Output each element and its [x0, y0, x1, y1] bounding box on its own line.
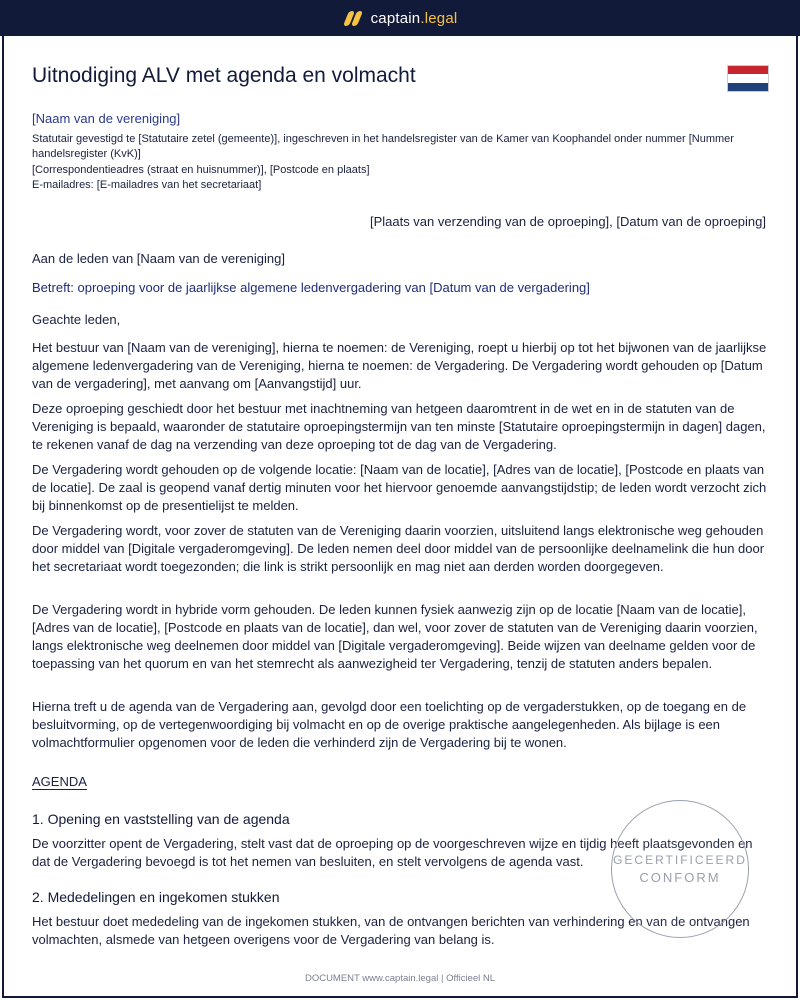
stamp-text: GECERTIFICEERD: [613, 853, 747, 867]
agenda-item-text: Het bestuur doet mededeling van de ingekomen stukken, van de ontvangen berichten van verhindering en van de ontvangen volmachten, alsmede van hetgeen overigens voor de Vergadering van belang is.: [32, 914, 750, 947]
netherlands-flag-icon: [727, 65, 769, 92]
association-registration-cont: handelsregister (KvK)]: [32, 148, 141, 160]
captain-logo-icon: [343, 10, 363, 26]
paragraph-location: De Vergadering wordt gehouden op de volgende locatie: [Naam van de locatie], [Adres van de locatie], [Postcode en plaats van de locatie]. De zaal is geopend vanaf dertig minuten voor het hiervoor genoemde aanvangstijdstip; de leden wordt verzocht zich bij binnenkomst op de presentielijst te melden.: [32, 462, 767, 513]
brand-name: captain.legal: [370, 9, 458, 27]
paragraph-electronic: De Vergadering wordt, voor zover de statuten van de Vereniging daarin voorzien, uitsluitend langs elektronische weg gehouden door middel van [Digitale vergaderomgeving]. De leden nemen deel door middel van de persoonlijke deelnamelink die hun door het secretariaat wordt toegezonden; die link is strikt persoonlijk en mag niet aan derden worden doorgegeven.: [32, 523, 765, 574]
association-address: [Correspondentieadres (straat en huisnummer)], [Postcode en plaats]: [32, 164, 370, 176]
association-name: [Naam van de vereniging]: [32, 111, 181, 126]
association-registration: Statutair gevestigd te [Statutaire zetel (gemeente)], ingeschreven in het handelsregister van de Kamer van Koophandel onder nummer [Nummer: [32, 133, 734, 145]
paragraph-convocation: Het bestuur van [Naam van de vereniging], hierna te noemen: de Vereniging, roept u hierbij op tot het bijwonen van de jaarlijkse algemene ledenvergadering van de Vereniging, hierna te noemen: de Vergadering. De Vergadering wordt gehouden op [Datum van de vergadering], met aanvang om [Aanvangstijd] uur.: [32, 340, 767, 391]
agenda-heading: AGENDA: [32, 774, 87, 789]
brand-header: [0, 0, 800, 36]
agenda-item-title: 1. Opening en vaststelling van de agenda: [32, 811, 290, 827]
footer: DOCUMENT www.captain.legal | Officieel NL: [304, 973, 496, 984]
agenda-item-title: 2. Mededelingen en ingekomen stukken: [32, 889, 280, 905]
paragraph-hybrid: De Vergadering wordt in hybride vorm gehouden. De leden kunnen fysiek aanwezig zijn op de locatie [Naam van de locatie], [Adres van de locatie], [Postcode en plaats van de locatie], dan wel, voor zover de statuten van de Vereniging daarin voorzien, langs elektronische weg deelnemen door middel van [Digitale vergaderomgeving]. Beide wijzen van deelname gelden voor de toepassing van het quorum en van het stemrecht als aanwezigheid ter Vergadering, tenzij de statuten anders bepalen.: [32, 602, 758, 671]
association-email: E-mailadres: [E-mailadres van het secretariaat]: [32, 179, 262, 191]
salutation: Geachte leden,: [32, 312, 121, 327]
document-title: Uitnodiging ALV met agenda en volmacht: [32, 64, 416, 87]
place-and-date: [Plaats van verzending van de oproeping], [Datum van de oproeping]: [369, 214, 766, 229]
stamp-text: CONFORM: [639, 870, 721, 885]
subject-line: Betreft: oproeping voor de jaarlijkse algemene ledenvergadering van [Datum van de vergadering]: [32, 280, 590, 295]
paragraph-agenda-intro: Hierna treft u de agenda van de Vergadering aan, gevolgd door een toelichting op de vergaderstukken, op de toegang en de besluitvorming, op de vertegenwoordiging bij volmacht en op de overige praktische aangelegenheden. Als bijlage is een volmachtformulier opgenomen voor de leden die verhinderd zijn de Vergadering bij te wonen.: [32, 699, 747, 750]
agenda-item-text: De voorzitter opent de Vergadering, stelt vast dat de oproeping op de voorgeschreven wijze en tijdig heeft plaatsgevonden en dat de Vergadering bevoegd is tot het nemen van besluiten, en stelt vervolgens de agenda vast.: [32, 836, 753, 869]
paragraph-notice-term: Deze oproeping geschiedt door het bestuur met inachtneming van hetgeen daaromtrent in de wet en in de statuten van de Vereniging is bepaald, waaronder de statutaire oproepingstermijn van ten minste [Statutaire oproepingstermijn in dagen] dagen, te rekenen vanaf de dag na verzending van deze oproeping tot de dag van de Vergadering.: [32, 401, 766, 452]
addressee: Aan de leden van [Naam van de vereniging]: [32, 251, 285, 266]
brand: [343, 10, 458, 27]
certification-stamp: [611, 800, 749, 938]
